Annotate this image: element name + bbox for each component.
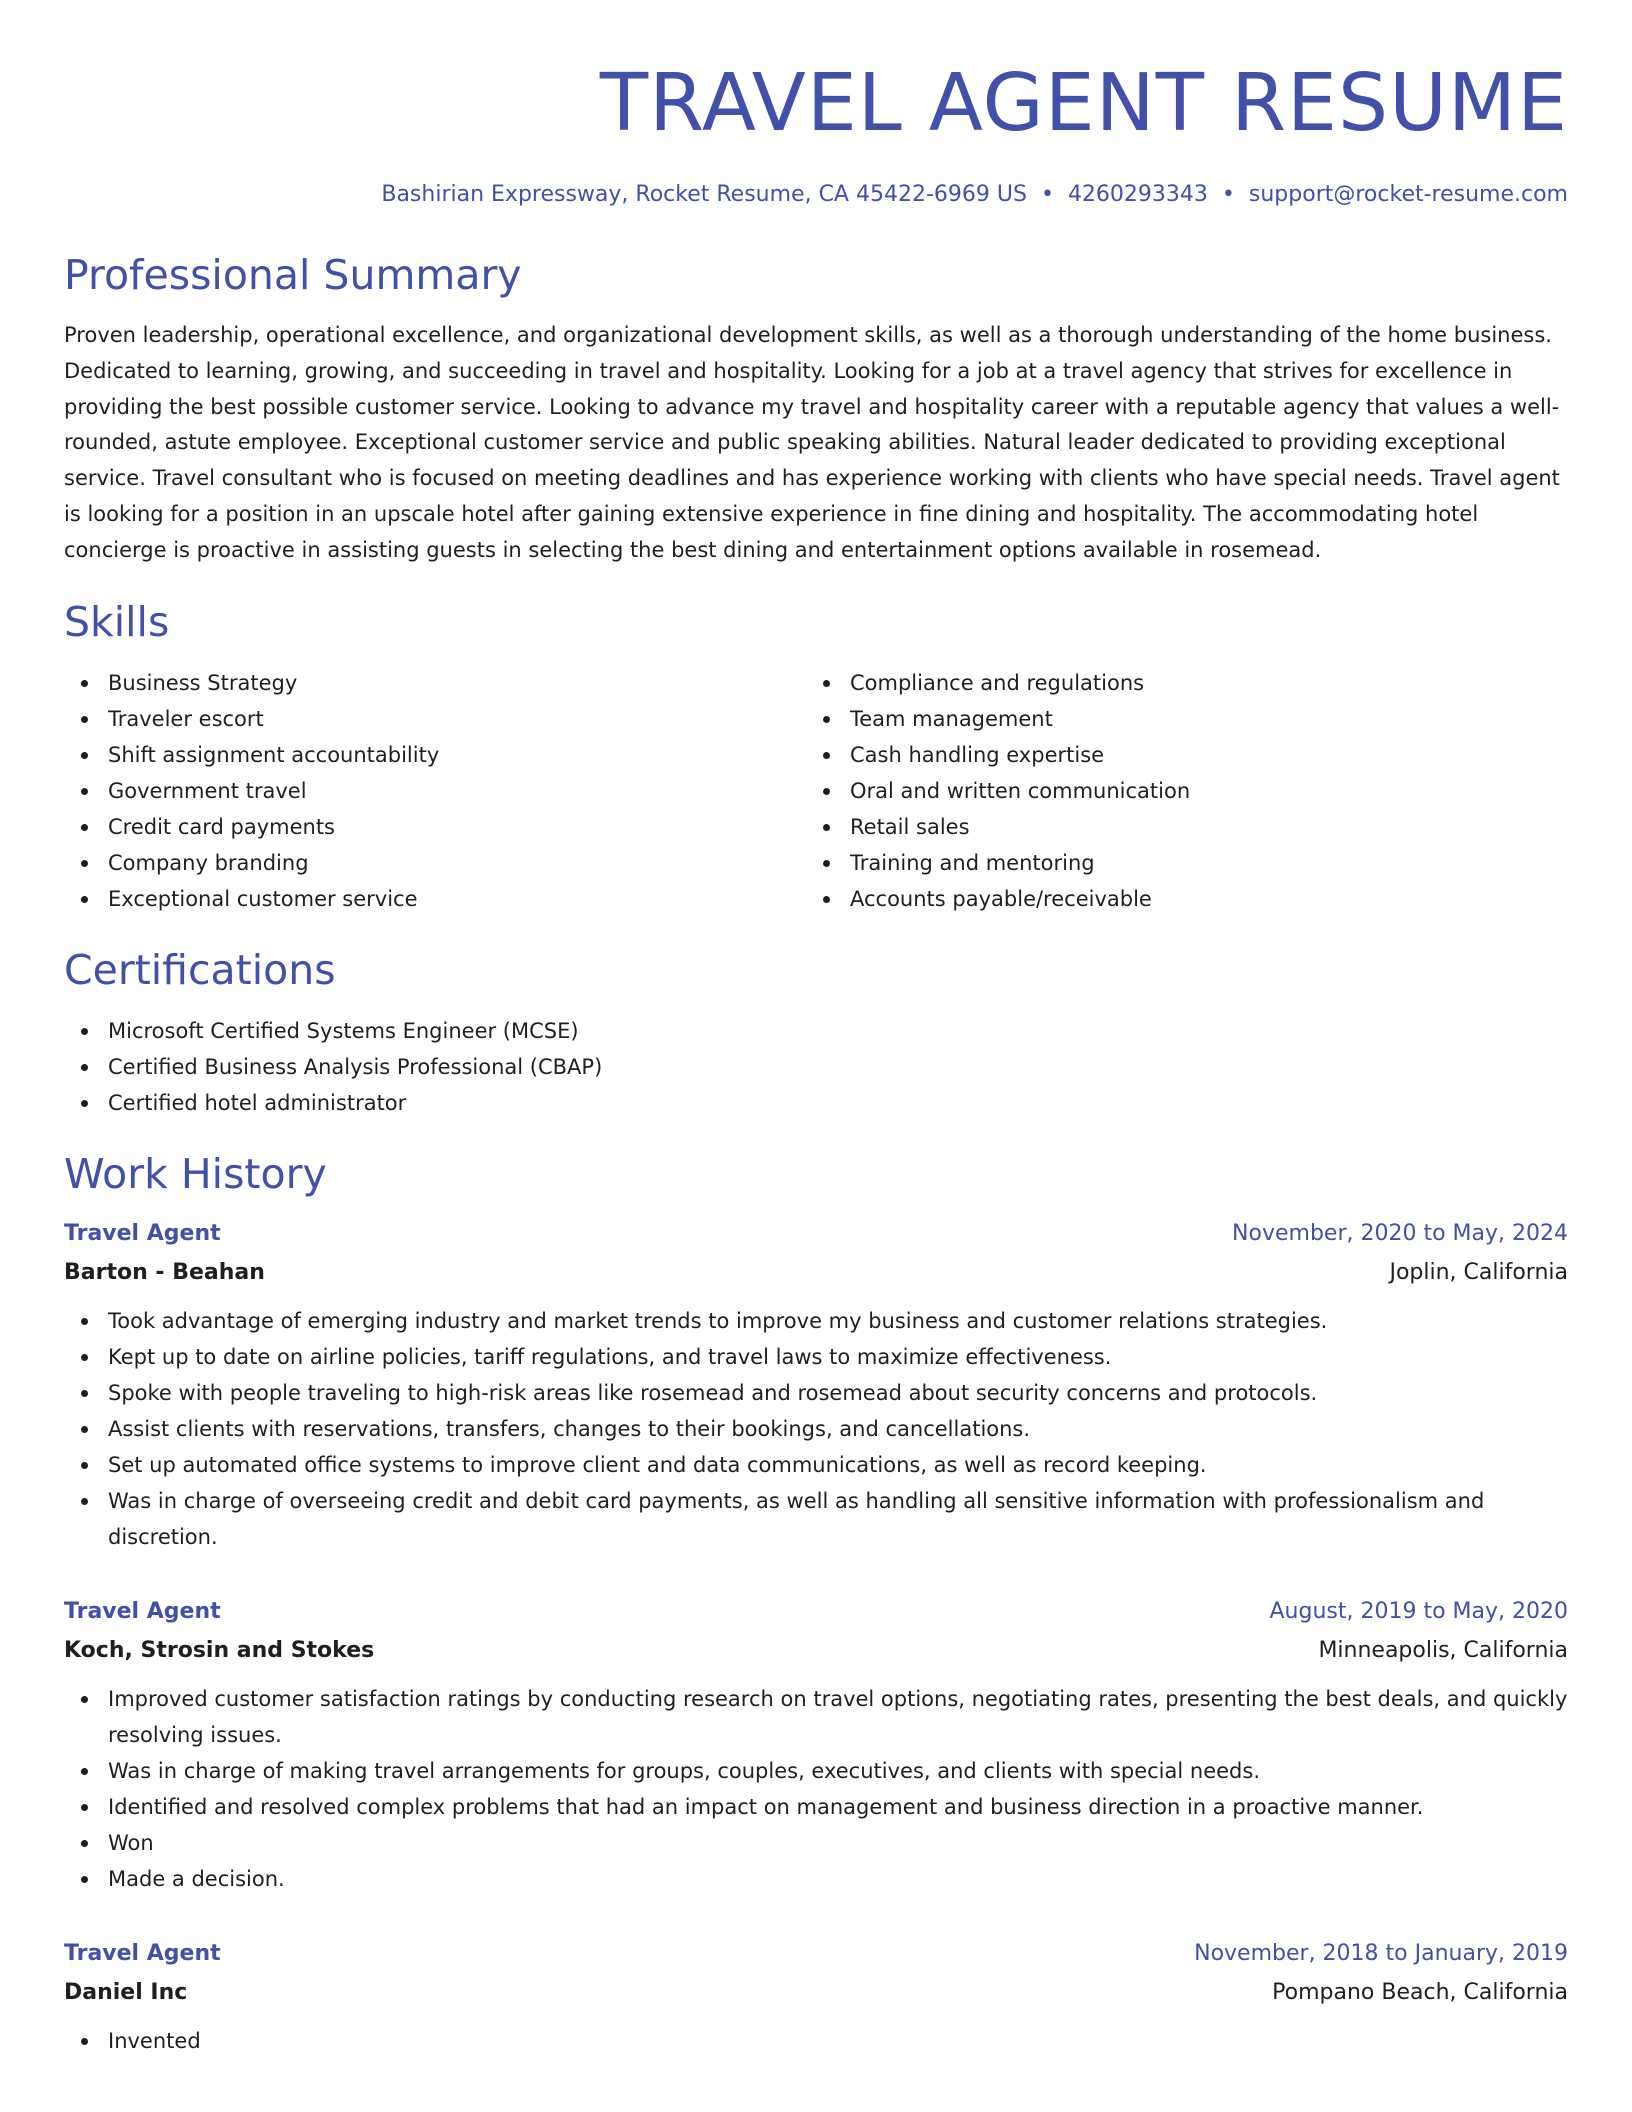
job-title: Travel Agent: [64, 1598, 221, 1624]
job-title: Travel Agent: [64, 1220, 221, 1246]
job-entry: [64, 1937, 1568, 2059]
job-dates: August, 2019 to May, 2020: [1269, 1598, 1568, 1624]
job-bullet: Won: [64, 1825, 1568, 1861]
skills-heading: Skills: [64, 597, 170, 646]
job-bullets: [64, 2023, 1568, 2059]
summary-text: Proven leadership, operational excellence, and organizational development skills, as well as a thorough understanding of the home business. Dedicated to learning, growing, and succeeding in travel and hospitality. Looking for a job at a travel agency that strives for excellence in providing the best possible customer service. Looking to advance my travel and hospitality career with a reputable agency that values a well-rounded, astute employee. Exceptional customer service and public speaking abilities. Natural leader dedicated to providing exceptional service. Travel consultant who is focused on meeting deadlines and has experience working with clients who have special needs. Travel agent is looking for a position in an upscale hotel after gaining extensive experience in fine dining and hospitality. The accommodating hotel concierge is proactive in assisting guests in selecting the best dining and entertainment options available in rosemead.: [64, 323, 1560, 562]
skill-item: Accounts payable/receivable: [806, 881, 1548, 917]
contact-phone: 4260293343: [1067, 182, 1208, 207]
skills-column-right: [806, 665, 1548, 917]
job-title: Travel Agent: [64, 1940, 221, 1966]
skill-item: Compliance and regulations: [806, 665, 1548, 701]
job-bullets: [64, 1303, 1568, 1555]
job-bullet: Kept up to date on airline policies, tariff regulations, and travel laws to maximize effectiveness.: [64, 1339, 1568, 1375]
skill-item: Retail sales: [806, 809, 1548, 845]
skill-item: Oral and written communication: [806, 773, 1548, 809]
certifications-heading: Certifications: [64, 945, 336, 994]
skill-item: Traveler escort: [64, 701, 806, 737]
certification-item: Certified hotel administrator: [64, 1085, 1568, 1121]
skill-item: Shift assignment accountability: [64, 737, 806, 773]
contact-address: Bashirian Expressway, Rocket Resume, CA 45422-6969 US: [381, 182, 1027, 207]
contact-separator: •: [1040, 182, 1054, 207]
skill-item: Team management: [806, 701, 1548, 737]
job-company: Koch, Strosin and Stokes: [64, 1637, 375, 1663]
job-bullet: Was in charge of overseeing credit and debit card payments, as well as handling all sensitive information with professionalism and discretion.: [64, 1483, 1568, 1555]
resume-title: TRAVEL AGENT RESUME: [599, 57, 1568, 149]
contact-email[interactable]: support@rocket-resume.com: [1248, 182, 1568, 207]
skill-item: Credit card payments: [64, 809, 806, 845]
skill-item: Cash handling expertise: [806, 737, 1548, 773]
job-bullet: Improved customer satisfaction ratings by conducting research on travel options, negotiating rates, presenting the best deals, and quickly resolving issues.: [64, 1681, 1568, 1753]
job-bullet: Was in charge of making travel arrangements for groups, couples, executives, and clients with special needs.: [64, 1753, 1568, 1789]
certification-item: Certified Business Analysis Professional (CBAP): [64, 1049, 1568, 1085]
job-entry: [64, 1595, 1568, 1897]
job-location: Joplin, California: [1389, 1259, 1568, 1285]
skills-list: [64, 665, 1568, 917]
skill-item: Business Strategy: [64, 665, 806, 701]
certifications-list: [64, 1013, 1568, 1121]
job-company: Daniel Inc: [64, 1979, 188, 2005]
job-location: Minneapolis, California: [1318, 1637, 1568, 1663]
job-bullets: [64, 1681, 1568, 1897]
certification-item: Microsoft Certified Systems Engineer (MCSE): [64, 1013, 1568, 1049]
job-bullet: Assist clients with reservations, transfers, changes to their bookings, and cancellations.: [64, 1411, 1568, 1447]
skill-item: Exceptional customer service: [64, 881, 806, 917]
skill-item: Company branding: [64, 845, 806, 881]
work-history-heading: Work History: [64, 1149, 327, 1198]
job-bullet: Spoke with people traveling to high-risk areas like rosemead and rosemead about security concerns and protocols.: [64, 1375, 1568, 1411]
contact-line: [64, 180, 1568, 210]
job-dates: November, 2018 to January, 2019: [1194, 1940, 1568, 1966]
job-company: Barton - Beahan: [64, 1259, 265, 1285]
job-bullet: Took advantage of emerging industry and market trends to improve my business and customer relations strategies.: [64, 1303, 1568, 1339]
summary-heading: Professional Summary: [64, 251, 522, 299]
job-bullet: Made a decision.: [64, 1861, 1568, 1897]
job-dates: November, 2020 to May, 2024: [1232, 1220, 1568, 1246]
job-bullet: Identified and resolved complex problems that had an impact on management and business direction in a proactive manner.: [64, 1789, 1568, 1825]
contact-separator: •: [1221, 182, 1235, 207]
resume-page: [64, 0, 1568, 2059]
skill-item: Government travel: [64, 773, 806, 809]
job-bullet: Invented: [64, 2023, 1568, 2059]
job-entry: [64, 1217, 1568, 1555]
job-location: Pompano Beach, California: [1272, 1979, 1568, 2005]
skill-item: Training and mentoring: [806, 845, 1548, 881]
job-bullet: Set up automated office systems to improve client and data communications, as well as record keeping.: [64, 1447, 1568, 1483]
skills-column-left: [64, 665, 806, 917]
